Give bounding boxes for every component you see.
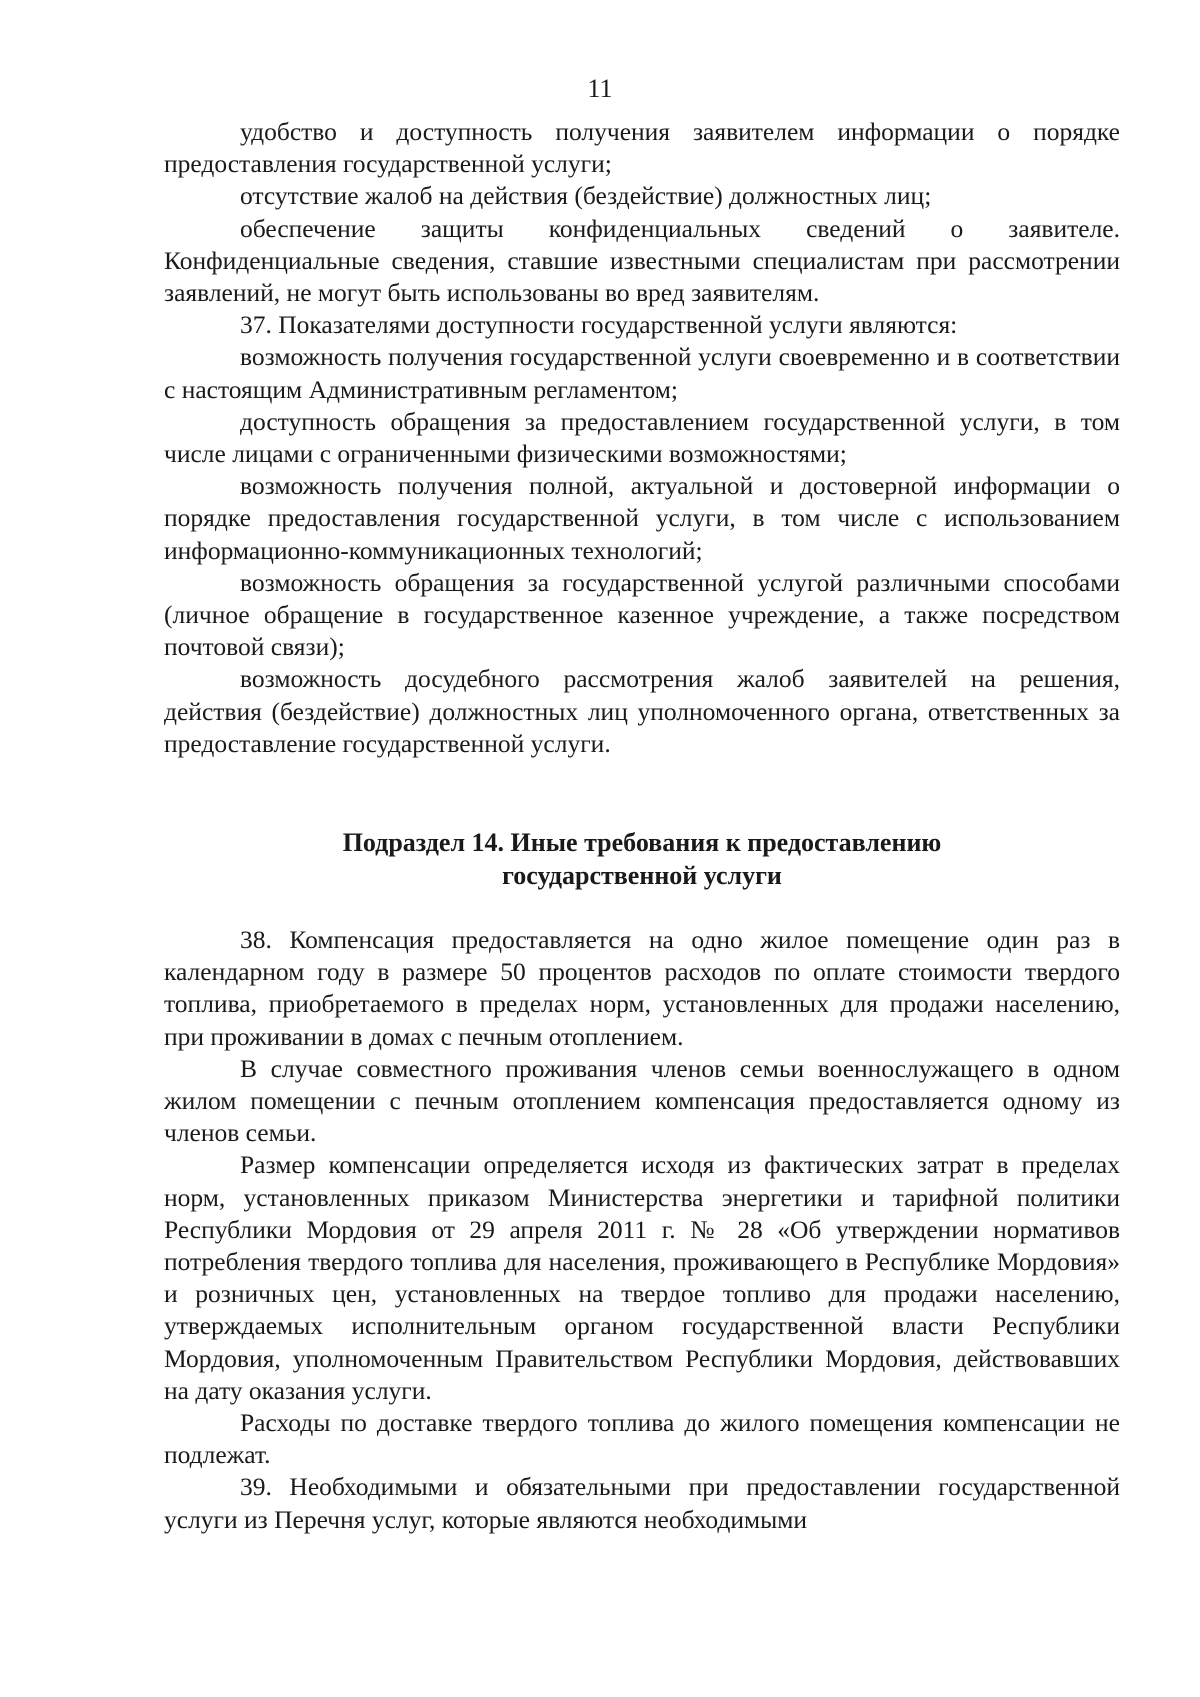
paragraph-confidentiality: обеспечение защиты конфиденциальных сведений о заявителе. Конфиденциальные сведения, ставшие известными специалистам при рассмотрении заявлений, не могут быть использованы во вред заявителям.: [164, 213, 1120, 308]
section-heading-line-1: Подраздел 14. Иные требования к предоставлению: [342, 828, 942, 857]
page-number: 11: [587, 74, 613, 103]
paragraph-delivery-costs: Расходы по доставке твердого топлива до жилого помещения компенсации не подлежат.: [164, 1408, 1120, 1470]
paragraph-convenience: удобство и доступность получения заявителем информации о порядке предоставления государственной услуги;: [164, 117, 1120, 179]
top-text-block: [164, 116, 1120, 760]
paragraph-information: возможность получения полной, актуальной и достоверной информации о порядке предоставления государственной услуги, в том числе с использованием информационно-коммуникационных технологий;: [164, 471, 1120, 565]
paragraph-timely-service: возможность получения государственной услуги своевременно и в соответствии с настоящим Административным регламентом;: [164, 342, 1120, 404]
bottom-text-block: [164, 924, 1120, 1536]
paragraph-pretrial-review: возможность досудебного рассмотрения жалоб заявителей на решения, действия (бездействие) должностных лиц уполномоченного органа, ответственных за предоставление государственной услуги.: [164, 664, 1120, 758]
section-heading: [164, 826, 1120, 892]
paragraph-item-38: 38. Компенсация предоставляется на одно жилое помещение один раз в календарном году в размере 50 процентов расходов по оплате стоимости твердого топлива, приобретаемого в пределах норм, установленных для продажи населению, при проживании в домах с печным отоплением.: [164, 925, 1120, 1051]
paragraph-accessibility: доступность обращения за предоставлением государственной услуги, в том числе лицами с ограниченными физическими возможностями;: [164, 406, 1120, 469]
paragraph-item-39: 39. Необходимыми и обязательными при предоставлении государственной услуги из Перечня услуг, которые являются необходимыми: [164, 1472, 1120, 1534]
paragraph-family-members: В случае совместного проживания членов семьи военнослужащего в одном жилом помещении с печным отоплением компенсация предоставляется одному из членов семьи.: [164, 1053, 1120, 1148]
paragraph-ways-of-request: возможность обращения за государственной услугой различными способами (личное обращение в государственное казенное учреждение, а также посредством почтовой связи);: [164, 567, 1120, 662]
paragraph-compensation-size: Размер компенсации определяется исходя из фактических затрат в пределах норм, установленных приказом Министерства энергетики и тарифной политики Республики Мордовия от 29 апреля 2011 г. № 28 «Об утверждении нормативов потребления твердого топлива для населения, проживающего в Республике Мордовия» и розничных цен, установленных на твердое топливо для продажи населению, утверждаемых исполнительным органом государственной власти Республики Мордовия, уполномоченным Правительством Республики Мордовия, действовавших на дату оказания услуги.: [164, 1150, 1120, 1405]
paragraph-no-complaints: отсутствие жалоб на действия (бездействие) должностных лиц;: [240, 181, 932, 211]
paragraph-item-37: 37. Показателями доступности государственной услуги являются:: [240, 310, 958, 340]
section-heading-line-2: государственной услуги: [502, 861, 782, 890]
